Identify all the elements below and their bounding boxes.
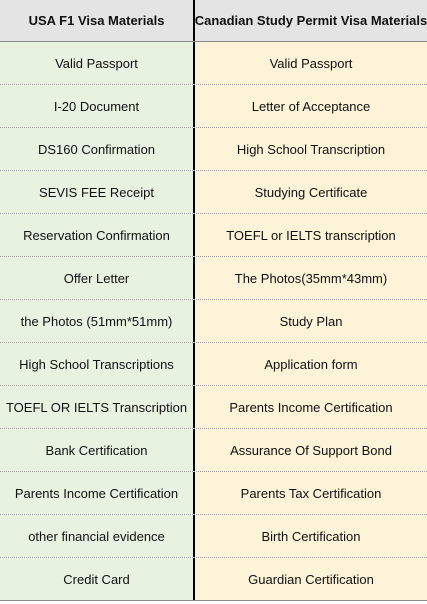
usa-cell: Valid Passport — [0, 42, 193, 84]
usa-cell: I-20 Document — [0, 85, 193, 127]
canada-cell: Studying Certificate — [193, 171, 427, 213]
table-row — [0, 300, 427, 343]
usa-cell: SEVIS FEE Receipt — [0, 171, 193, 213]
canada-cell: The Photos(35mm*43mm) — [193, 257, 427, 299]
usa-cell: High School Transcriptions — [0, 343, 193, 385]
header-canada-study-permit: Canadian Study Permit Visa Materials — [193, 0, 427, 41]
canada-cell: Valid Passport — [193, 42, 427, 84]
usa-cell: Offer Letter — [0, 257, 193, 299]
header-usa-f1: USA F1 Visa Materials — [0, 0, 193, 41]
canada-cell: Assurance Of Support Bond — [193, 429, 427, 471]
usa-cell: DS160 Confirmation — [0, 128, 193, 170]
canada-cell: Study Plan — [193, 300, 427, 342]
table-header-row — [0, 0, 427, 42]
table-row — [0, 42, 427, 85]
usa-cell: other financial evidence — [0, 515, 193, 557]
table-row — [0, 515, 427, 558]
table-row — [0, 214, 427, 257]
table-row — [0, 171, 427, 214]
table-row — [0, 472, 427, 515]
canada-cell: Parents Tax Certification — [193, 472, 427, 514]
usa-cell: the Photos (51mm*51mm) — [0, 300, 193, 342]
table-row — [0, 128, 427, 171]
canada-cell: TOEFL or IELTS transcription — [193, 214, 427, 256]
table-row — [0, 429, 427, 472]
canada-cell: Birth Certification — [193, 515, 427, 557]
table-row — [0, 343, 427, 386]
canada-cell: Guardian Certification — [193, 558, 427, 600]
canada-cell: Application form — [193, 343, 427, 385]
canada-cell: High School Transcription — [193, 128, 427, 170]
usa-cell: Credit Card — [0, 558, 193, 600]
canada-cell: Parents Income Certification — [193, 386, 427, 428]
usa-cell: TOEFL OR IELTS Transcription — [0, 386, 193, 428]
usa-cell: Parents Income Certification — [0, 472, 193, 514]
usa-cell: Bank Certification — [0, 429, 193, 471]
table-row — [0, 257, 427, 300]
table-row — [0, 386, 427, 429]
canada-cell: Letter of Acceptance — [193, 85, 427, 127]
table-row — [0, 558, 427, 601]
usa-cell: Reservation Confirmation — [0, 214, 193, 256]
table-row — [0, 85, 427, 128]
